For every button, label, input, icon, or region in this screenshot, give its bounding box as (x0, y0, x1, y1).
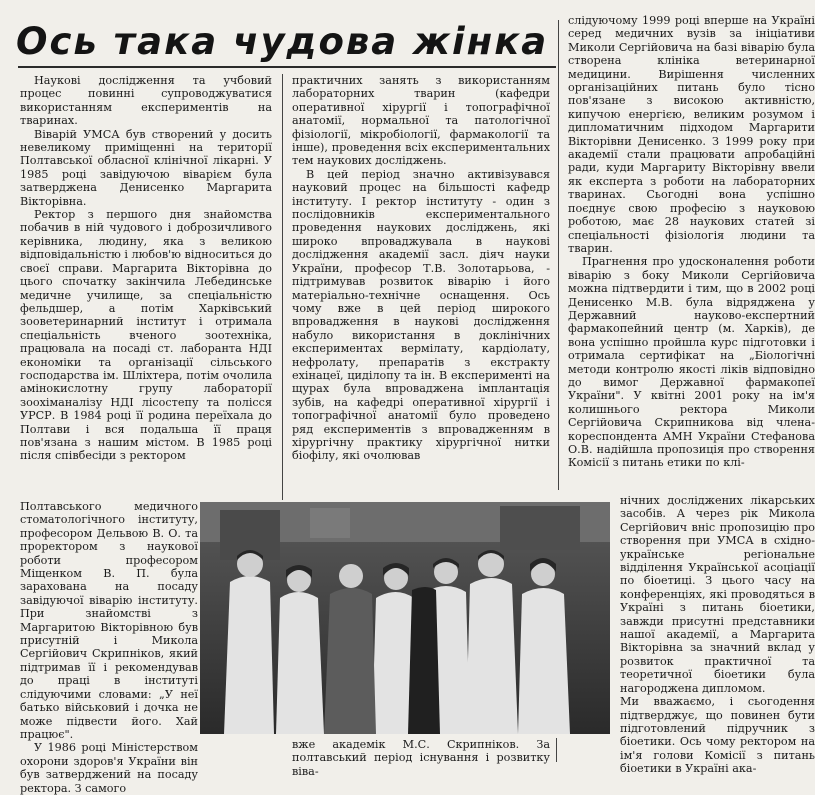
column-divider (556, 738, 557, 762)
column-1-top (20, 74, 272, 500)
column-1-bottom (20, 500, 198, 795)
paragraph: вже академік М.С. Скрипніков. За полтавський період існування і розвитку віва- (292, 738, 550, 778)
article-headline: Ось така чудова жінка (16, 20, 549, 63)
paragraph: Наукові дослідження та учбовий процес повинні супроводжуватися використанням експериментів на тваринах. (20, 74, 272, 128)
column-3-top (568, 14, 815, 488)
paragraph: Ректор з першого дня знайомства побачив в ній чудового і доброзичливого керівника, людину, яка з великою відповідальністю і любов'ю відноситься до своєї справи. Маргарита Вікторівна до цього спочатку закінчила Лебединське медичне училище, за спеціальністю фельдшер, а потім Харківський зооветеринарний інститут і отримала спеціальність вченого зоотехніка, працювала на посаді ст. лаборанта НДІ економіки та організації сільського господарства ім. Шліхтера, потім очолила амінокислотну групу лабораторії зоохіманалізу НДІ лісостепу та полісся УРСР. В 1984 році її родина переїхала до Полтави і вся подальша її праця пов'язана з нашим містом. В 1985 році після співбесіди з ректором (20, 208, 272, 463)
column-divider (282, 74, 283, 500)
paragraph: Полтавського медичного стоматологічного інституту, професором Дельвою В. О. та проректором з наукової роботи професором Міщенком В. П. була зарахована на посаду завідуючої віварію інституту. При знайомстві з Маргаритою Вікторівною був присутній і Микола Сергійович Скрипніков, який підтримав її і рекомендував до праці в інституті слідуючими словами: „У неї батько військовий і дочка не може підвести його. Хай працює". (20, 500, 198, 741)
column-divider (558, 20, 559, 490)
paragraph: У 1986 році Міністерством охорони здоров'я України він був затверджений на посаду ректора. З самого (20, 741, 198, 795)
paragraph: практичних занять з використанням лабораторних тварин (кафедри оперативної хірургії і топографічної анатомії, нормальної та патологічної фізіології, мікробіології, фармакології та інше), проведення всіх експериментальних тем наукових досліджень. (292, 74, 550, 168)
group-photo (200, 502, 610, 734)
headline-rule (18, 66, 556, 68)
paragraph: нічних досліджених лікарських засобів. А через рік Микола Сергійович вніс пропозицію про створення при УМСА в східно-українське регіональне відділення Української асоціації по біоетиці. З цього часу на конференціях, які проводяться в Україні з питань біоетики, завжди присутні представники нашої академії, а Маргарита Вікторівна за значний вклад у розвиток практичної та теоретичної біоетики була нагороджена дипломом. (620, 494, 815, 695)
paragraph: Прагнення про удосконалення роботи віварію з боку Миколи Сергійовича можна підтвердити і тим, що в 2002 році Денисенко М.В. була відряджена у Державний науково-експертний фармакопейний центр (м. Харків), де вона успішно пройшла курс підготовки і отримала сертифікат на „Біологічні методи контролю якості ліків відповідно до вимог Державної фармакопеї України". У квітні 2001 року на ім'я колишнього ректора Миколи Сергійовича Скрипникова від члена-кореспондента АМН України Стефанова О.В. надійшла пропозиція про створення Комісії з питань етики по клі- (568, 255, 815, 470)
column-2-top (292, 74, 550, 500)
paragraph: Ми вважаємо, і сьогодення підтверджує, що повинен бути підготовлений підручник з біоетики. Ось чому ректором на ім'я голови Комісії з питань біоетики в Україні ака- (620, 695, 815, 776)
column-2-bottom (292, 738, 550, 778)
paragraph: Віварій УМСА був створений у досить невеликому приміщенні на території Полтавської обласної клінічної лікарні. У 1985 році завідуючою віварієм була затверджена Денисенко Маргарита Вікторівна. (20, 127, 272, 208)
column-3-bottom (620, 494, 815, 776)
paragraph: слідуючому 1999 році вперше на Україні серед медичних вузів за ініціативи Миколи Сергійовича на базі віварію була створена клініка ветеринарної медицини. Вирішення численних організаційних питань було тісно пов'язане з високою активністю, кипучою енергією, великим розумом і дипломатичним підходом Маргарити Вікторівни Денисенко. З 1999 року при академії стали працювати апробаційні ради, куди Маргариту Вікторівну ввели як експерта з роботи на лабораторних тваринах. Сьогодні вона успішно поєднує свою професію з науковою роботою, має 28 наукових статей зі спеціальності фізіологія людини та тварин. (568, 14, 815, 255)
paragraph: В цей період значно активізувався науковий процес на більшості кафедр інституту. І ректор інституту - один з послідовників експериментального проведення наукових досліджень, які широко впроваджувала в наукові дослідження академії засл. діяч науки України, професор Т.В. Золотарьова, - підтримував розвиток віварію і його матеріально-технічне оснащення. Ось чому вже в цей період широкого впровадження в наукові дослідження набуло використання в доклінічних експериментах вермілату, кардіолату, нефролату, препаратів з екстракту ехінацеї, циділопу та ін. В експерименті на щурах була впроваджена імплантація зубів, на кафедрі оперативної хірургії і топографічної анатомії було проведено ряд експериментів з впровадженням в хірургічну практику хірургічної нитки біофілу, які очолював (292, 167, 550, 463)
